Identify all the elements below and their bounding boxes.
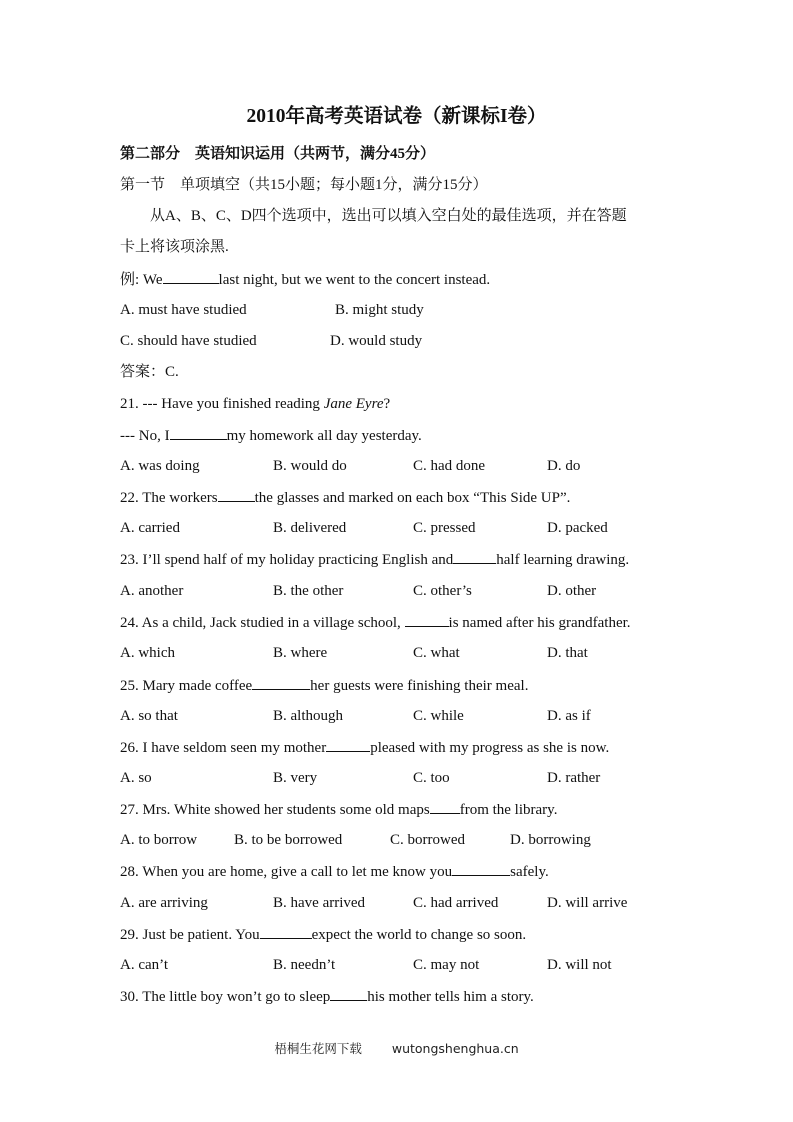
option-d: D. will not (547, 957, 612, 973)
answer-blank (260, 924, 312, 939)
answer-blank (430, 799, 460, 814)
stem-prefix: 26. I have seldom seen my mother (120, 740, 327, 756)
stem-suffix: pleased with my progress as she is now. (370, 740, 610, 756)
question-mark: ? (383, 396, 391, 412)
question-25-options (120, 706, 720, 726)
stem-suffix: expect the world to change so soon. (311, 927, 527, 943)
question-24-stem (120, 612, 631, 633)
option-a: A. to borrow (120, 832, 198, 848)
stem-suffix: his mother tells him a story. (367, 989, 534, 1005)
stem-prefix: --- No, I (120, 428, 170, 444)
instructions-line-2: 卡上将该项涂黑. (120, 239, 229, 255)
question-28-options (120, 893, 720, 913)
option-d: D. that (547, 645, 588, 661)
option-d: D. packed (547, 520, 608, 536)
stem-prefix: 24. As a child, Jack studied in a village school, (120, 615, 405, 631)
question-27-options (120, 830, 720, 850)
option-a: A. was doing (120, 458, 200, 474)
stem-prefix: 28. When you are home, give a call to let me know you (120, 864, 453, 880)
answer-blank (330, 986, 367, 1001)
document-title: 2010年高考英语试卷（新课标I卷） (246, 106, 547, 127)
footer-url: wutongshenghua.cn (391, 1041, 519, 1056)
option-b: B. have arrived (273, 895, 366, 911)
question-21-options (120, 456, 720, 476)
question-22-stem (120, 487, 570, 508)
stem-prefix: 22. The workers (120, 490, 218, 506)
answer-blank (170, 425, 227, 440)
footer-site-name: 梧桐生花网下载 (274, 1041, 362, 1056)
example-option-b: B. might study (335, 302, 424, 318)
option-c: C. too (413, 770, 450, 786)
question-25-stem (120, 675, 528, 696)
question-23-options (120, 581, 720, 601)
option-c: C. borrowed (390, 832, 465, 848)
option-a: A. are arriving (120, 895, 208, 911)
option-c: C. other’s (413, 583, 472, 599)
stem-suffix: from the library. (459, 802, 558, 818)
option-d: D. will arrive (547, 895, 628, 911)
example-options-row-1 (120, 300, 720, 320)
question-21-line-1 (120, 394, 390, 414)
option-a: A. can’t (120, 957, 169, 973)
example-answer: 答案：C. (120, 364, 179, 380)
answer-blank (326, 737, 370, 752)
option-b: B. very (273, 770, 318, 786)
example-option-c: C. should have studied (120, 333, 257, 349)
answer-blank (405, 612, 449, 627)
option-b: B. where (273, 645, 328, 661)
stem-prefix: 27. Mrs. White showed her students some old maps (120, 802, 430, 818)
option-b: B. would do (273, 458, 347, 474)
answer-blank (218, 487, 255, 502)
option-b: B. delivered (273, 520, 347, 536)
example-prefix: 例: We (120, 272, 163, 288)
question-21-text: 21. --- Have you finished reading (120, 396, 324, 412)
option-c: C. pressed (413, 520, 476, 536)
option-b: B. needn’t (273, 957, 336, 973)
question-22-options (120, 518, 720, 538)
stem-suffix: half learning drawing. (496, 552, 630, 568)
question-27-stem (120, 799, 557, 820)
example-suffix: last night, but we went to the concert instead. (218, 272, 491, 288)
option-c: C. had done (413, 458, 486, 474)
answer-blank (452, 861, 510, 876)
option-b: B. the other (273, 583, 344, 599)
option-b: B. to be borrowed (234, 832, 343, 848)
option-c: C. had arrived (413, 895, 499, 911)
question-26-stem (120, 737, 609, 758)
question-23-stem (120, 549, 629, 570)
stem-prefix: 29. Just be patient. You (120, 927, 260, 943)
stem-prefix: 30. The little boy won’t go to sleep (120, 989, 331, 1005)
option-b: B. although (273, 708, 343, 724)
question-29-options (120, 955, 720, 975)
question-29-stem (120, 924, 526, 945)
part-heading: 第二部分 英语知识运用（共两节，满分45分） (120, 146, 436, 162)
stem-prefix: 23. I’ll spend half of my holiday practicing English and (120, 552, 454, 568)
example-option-a: A. must have studied (120, 302, 247, 318)
stem-suffix: the glasses and marked on each box “This Side UP”. (254, 490, 571, 506)
answer-blank (252, 675, 310, 690)
question-24-options (120, 643, 720, 663)
question-28-stem (120, 861, 549, 882)
stem-prefix: 25. Mary made coffee (120, 678, 253, 694)
question-30-stem (120, 986, 534, 1007)
option-a: A. which (120, 645, 175, 661)
stem-suffix: my homework all day yesterday. (226, 428, 422, 444)
option-a: A. another (120, 583, 184, 599)
option-d: D. other (547, 583, 597, 599)
answer-blank (453, 549, 496, 564)
option-a: A. so that (120, 708, 178, 724)
option-a: A. so (120, 770, 152, 786)
example-stem (120, 269, 490, 290)
option-d: D. do (547, 458, 581, 474)
section-heading: 第一节 单项填空（共15小题；每小题1分，满分15分） (120, 177, 488, 193)
stem-suffix: her guests were finishing their meal. (310, 678, 529, 694)
example-option-d: D. would study (330, 333, 423, 349)
book-title: Jane Eyre (323, 396, 384, 412)
stem-suffix: safely. (510, 864, 549, 880)
option-a: A. carried (120, 520, 180, 536)
question-21-line-2 (120, 425, 422, 446)
option-c: C. while (413, 708, 464, 724)
answer-blank (163, 269, 219, 284)
stem-suffix: is named after his grandfather. (448, 615, 631, 631)
question-26-options (120, 768, 720, 788)
page-footer (0, 1040, 793, 1058)
option-c: C. what (413, 645, 460, 661)
option-d: D. borrowing (510, 832, 591, 848)
option-d: D. as if (547, 708, 591, 724)
option-d: D. rather (547, 770, 601, 786)
instructions-line-1: 从A、B、C、D四个选项中，选出可以填入空白处的最佳选项，并在答题 (150, 208, 627, 224)
example-options-row-2 (120, 331, 720, 351)
option-c: C. may not (413, 957, 480, 973)
